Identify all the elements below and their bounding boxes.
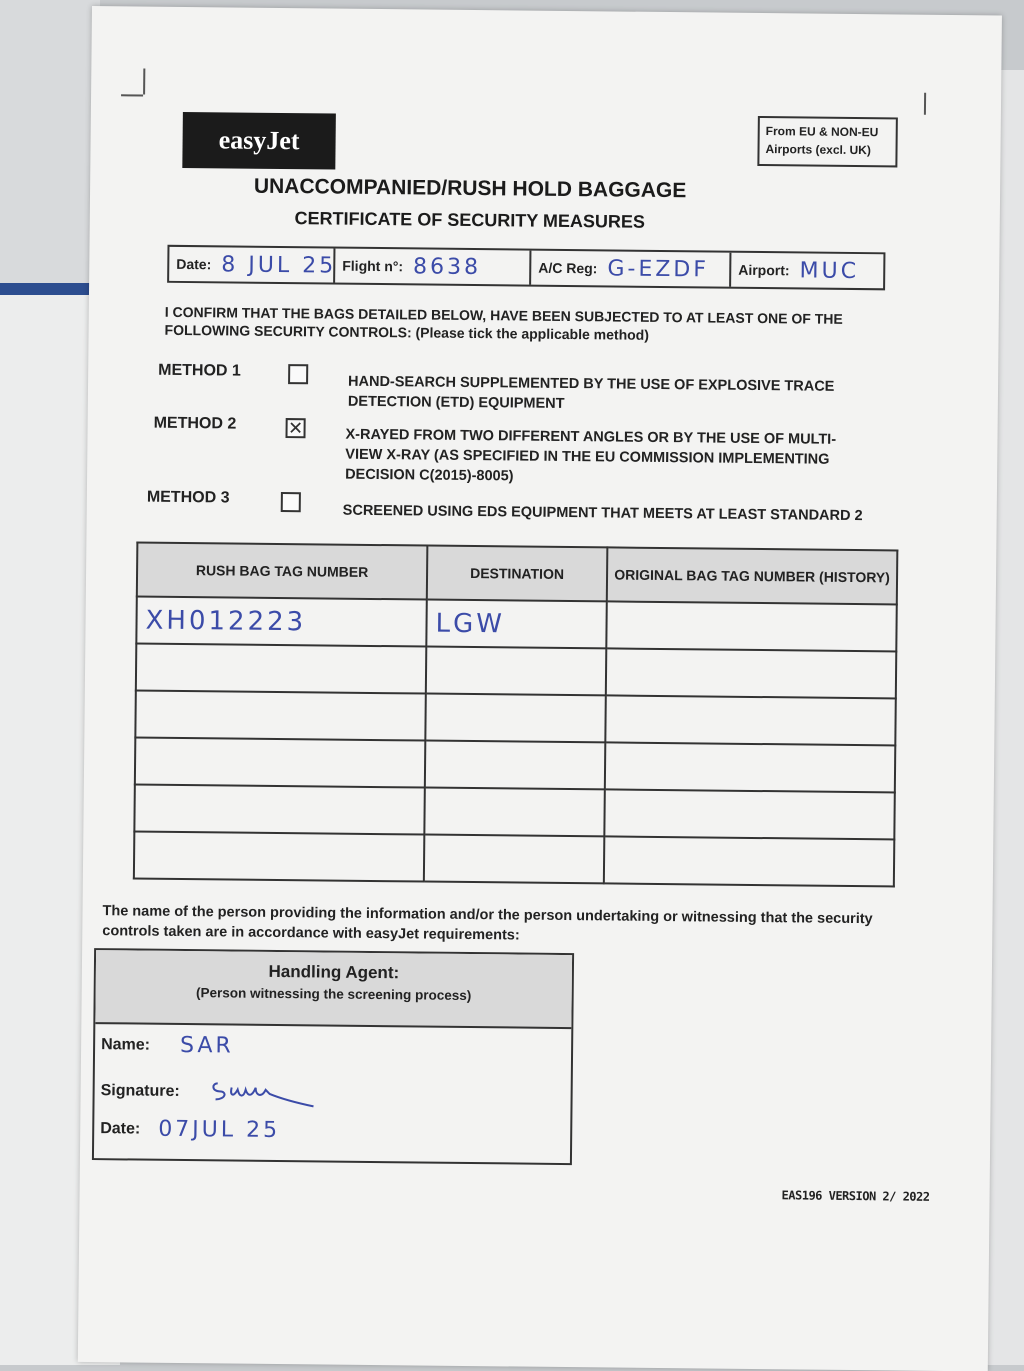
original-tag-cell[interactable]	[605, 695, 895, 745]
method-3-checkbox[interactable]	[281, 492, 301, 512]
col-destination: DESTINATION	[427, 546, 608, 602]
crop-mark	[121, 94, 143, 96]
destination-cell[interactable]	[425, 694, 605, 743]
agent-signature-label: Signature:	[100, 1082, 180, 1100]
destination-cell[interactable]	[425, 741, 605, 790]
rush-tag-cell[interactable]	[135, 690, 425, 740]
witness-statement: The name of the person providing the information and/or the person undertaking or witnessing that the security controls taken are in accordance with easyJet requirements:	[102, 903, 873, 944]
method-1-label: METHOD 1	[158, 361, 241, 380]
method-3-description: SCREENED USING EDS EQUIPMENT THAT MEETS AT LEAST STANDARD 2	[342, 502, 863, 525]
method-1-checkbox[interactable]	[288, 364, 308, 384]
destination-cell[interactable]	[424, 788, 604, 837]
certificate-document	[78, 6, 1002, 1371]
agent-date-line	[100, 1116, 280, 1143]
handling-agent-header	[95, 950, 572, 1029]
rush-tag-cell[interactable]	[135, 737, 425, 787]
col-original-bag-tag: ORIGINAL BAG TAG NUMBER (HISTORY)	[607, 547, 898, 604]
table-row	[136, 597, 896, 652]
original-tag-cell[interactable]	[605, 742, 895, 792]
airports-line-2: Airports (excl. UK)	[765, 142, 871, 158]
date-label: Date:	[176, 255, 212, 273]
bag-table	[133, 541, 898, 887]
document-subtitle: CERTIFICATE OF SECURITY MEASURES	[294, 208, 646, 232]
document-title: UNACCOMPANIED/RUSH HOLD BAGGAGE	[253, 174, 687, 203]
easyjet-logo	[182, 112, 336, 170]
agent-name-value[interactable]: SAR	[179, 1032, 234, 1059]
handling-agent-box	[92, 948, 574, 1165]
crop-mark	[143, 69, 145, 95]
airports-scope-box	[757, 116, 898, 167]
col-rush-bag-tag: RUSH BAG TAG NUMBER	[137, 543, 428, 600]
table-row	[136, 643, 896, 698]
flight-cell	[335, 249, 531, 285]
table-row	[135, 737, 895, 792]
confirmation-statement: I CONFIRM THAT THE BAGS DETAILED BELOW, HAVE BEEN SUBJECTED TO AT LEAST ONE OF THE FOLLOWING SECURITY CONTROLS: (Please tick the applicable method)	[164, 303, 843, 343]
airports-line-1: From EU & NON-EU	[765, 124, 879, 140]
flight-info-row	[167, 245, 885, 291]
agent-name-label: Name:	[101, 1035, 151, 1054]
table-row	[135, 690, 895, 745]
agent-date-label: Date:	[100, 1119, 141, 1138]
form-version: EAS196 VERSION 2/ 2022	[781, 1188, 930, 1204]
airport-label: Airport:	[738, 261, 790, 279]
logo-text: easyJet	[218, 125, 300, 156]
reg-cell	[531, 251, 731, 287]
destination-cell[interactable]	[424, 835, 604, 884]
destination-cell[interactable]	[426, 600, 606, 649]
flight-label: Flight n°:	[342, 257, 404, 275]
handling-agent-subtitle: (Person witnessing the screening process)	[195, 985, 472, 1004]
airport-value: MUC	[799, 257, 860, 284]
agent-date-value[interactable]: 07JUL 25	[158, 1116, 281, 1144]
rush-tag-cell[interactable]	[134, 831, 424, 881]
destination-cell[interactable]	[426, 647, 606, 696]
handling-agent-title: Handling Agent:	[268, 961, 400, 983]
original-tag-cell[interactable]	[606, 648, 896, 698]
date-value: 8 JUL 25	[221, 251, 337, 279]
method-2-checkbox[interactable]: ✕	[285, 418, 305, 438]
rush-tag-cell[interactable]	[134, 784, 424, 834]
bag-table-header	[137, 543, 898, 605]
original-tag-cell[interactable]	[606, 601, 896, 651]
table-row	[134, 831, 894, 886]
agent-name-line	[101, 1032, 234, 1058]
rush-tag-cell[interactable]	[136, 643, 426, 693]
rush-tag-value: XH012223	[145, 605, 307, 637]
method-2-label: METHOD 2	[153, 414, 237, 433]
airport-cell	[731, 253, 883, 289]
method-3-label: METHOD 3	[146, 488, 230, 507]
table-row	[134, 784, 894, 839]
background-surface	[0, 0, 100, 300]
original-tag-cell[interactable]	[604, 836, 894, 886]
reg-value: G-EZDF	[607, 255, 710, 282]
reg-label: A/C Reg:	[538, 259, 598, 277]
rush-tag-cell[interactable]	[136, 597, 426, 647]
agent-signature-line	[100, 1074, 319, 1110]
flight-value: 8638	[412, 253, 482, 280]
date-cell	[169, 247, 335, 283]
method-1-description: HAND-SEARCH SUPPLEMENTED BY THE USE OF EXPLOSIVE TRACE DETECTION (ETD) EQUIPMENT	[347, 373, 835, 412]
destination-value: LGW	[435, 608, 506, 639]
method-2-description: X-RAYED FROM TWO DIFFERENT ANGLES OR BY THE USE OF MULTI-VIEW X-RAY (AS SPECIFIED IN THE EU COMMISSION IMPLEMENTING DECISION C(2015)-8005)	[345, 426, 837, 485]
crop-mark	[924, 93, 926, 115]
original-tag-cell[interactable]	[604, 789, 894, 839]
handwritten-signature[interactable]	[210, 1075, 320, 1110]
